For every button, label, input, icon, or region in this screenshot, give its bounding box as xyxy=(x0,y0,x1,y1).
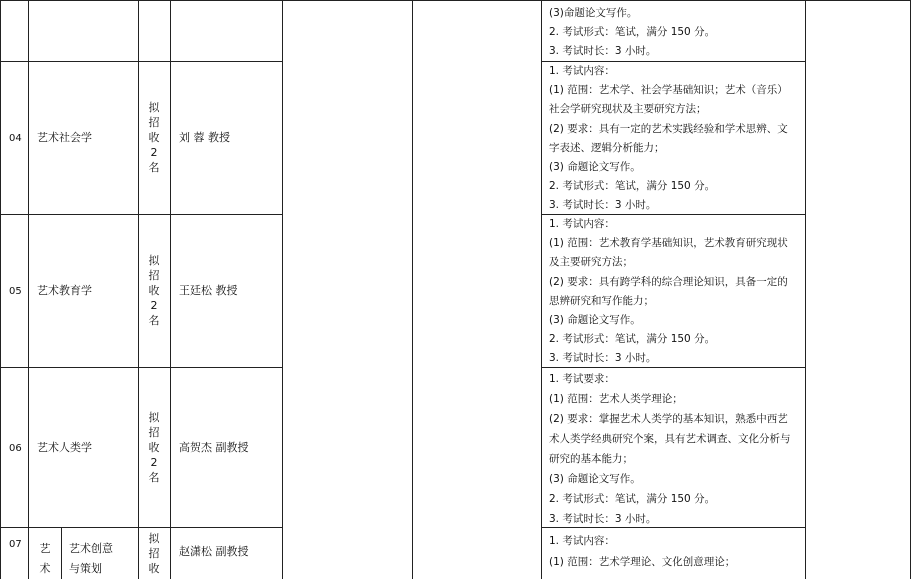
requirement-line: 及主要研究方法； xyxy=(549,256,633,269)
requirement-line: 3. 考试时长：3 小时。 xyxy=(549,45,657,58)
requirement-line: 术人类学经典研究个案，具有艺术调查、文化分析与 xyxy=(549,433,791,445)
enrollment-quota: 拟 招 收 2 名 xyxy=(148,411,160,484)
supervisor: 刘 蓉 教授 xyxy=(179,131,230,144)
requirements-cell xyxy=(549,369,805,529)
requirement-line: (1) 范围：艺术教育学基础知识，艺术教育研究现状 xyxy=(549,237,788,250)
requirement-line: 1. 考试要求： xyxy=(549,373,615,385)
direction-sub: 艺术创意 与策划 xyxy=(69,542,113,575)
supervisor: 赵潇松 副教授 xyxy=(179,545,249,558)
requirement-line: 2. 考试形式：笔试，满分 150 分。 xyxy=(549,493,716,505)
requirement-line: 1. 考试内容： xyxy=(549,218,615,230)
requirement-line: (3) 命题论文写作。 xyxy=(549,160,641,173)
requirements-cell xyxy=(549,215,805,369)
direction-name: 艺术社会学 xyxy=(37,131,92,144)
requirement-line: (1) 范围：艺术人类学理论； xyxy=(549,393,683,405)
requirement-line: (2) 要求：具有跨学科的综合理论知识，具备一定的 xyxy=(549,275,788,288)
enrollment-quota: 拟 招 收 xyxy=(148,532,160,575)
requirement-line: 2. 考试形式：笔试，满分 150 分。 xyxy=(549,180,716,193)
requirement-line: 1. 考试内容： xyxy=(549,65,615,77)
direction-name: 艺术教育学 xyxy=(37,284,92,297)
requirement-line: 3. 考试时长：3 小时。 xyxy=(549,199,657,212)
requirement-line: 1. 考试内容： xyxy=(549,535,615,547)
requirement-line: 研究的基本能力； xyxy=(549,453,633,465)
requirement-line: (2) 要求：掌握艺术人类学的基本知识，熟悉中西艺 xyxy=(549,413,788,425)
requirement-line: 2. 考试形式：笔试，满分 150 分。 xyxy=(549,333,716,346)
requirements-cell xyxy=(549,531,805,573)
requirement-line: (2) 要求：具有一定的艺术实践经验和学术思辨、文 xyxy=(549,122,788,135)
supervisor: 王廷松 教授 xyxy=(179,284,238,297)
requirement-line: 3. 考试时长：3 小时。 xyxy=(549,513,657,525)
direction-main: 艺 术 xyxy=(39,542,51,575)
supervisor: 高贺杰 副教授 xyxy=(179,441,249,454)
direction-code: 06 xyxy=(9,443,22,454)
direction-code: 07 xyxy=(9,539,22,550)
requirement-line: 3. 考试时长：3 小时。 xyxy=(549,352,657,365)
direction-code: 04 xyxy=(9,133,22,144)
requirements-cell xyxy=(549,62,805,216)
enrollment-quota: 拟 招 收 2 名 xyxy=(148,254,160,327)
direction-name: 艺术人类学 xyxy=(37,441,92,454)
requirement-line: (3)命题论文写作。 xyxy=(549,7,638,19)
requirement-line: 2. 考试形式：笔试，满分 150 分。 xyxy=(549,26,716,39)
requirements-cell-top xyxy=(549,4,805,62)
requirement-line: 社会学研究现状及主要研究方法； xyxy=(549,103,707,116)
requirement-line: (3) 命题论文写作。 xyxy=(549,313,641,326)
enrollment-quota: 拟 招 收 2 名 xyxy=(148,101,160,174)
requirement-line: (1) 范围：艺术学理论、文化创意理论； xyxy=(549,556,736,568)
requirement-line: 字表述、逻辑分析能力； xyxy=(549,141,665,154)
requirement-line: (1) 范围：艺术学、社会学基础知识；艺术（音乐） xyxy=(549,84,788,97)
direction-code: 05 xyxy=(9,286,22,297)
requirement-line: (3) 命题论文写作。 xyxy=(549,473,641,485)
requirement-line: 思辨研究和写作能力； xyxy=(549,294,654,307)
